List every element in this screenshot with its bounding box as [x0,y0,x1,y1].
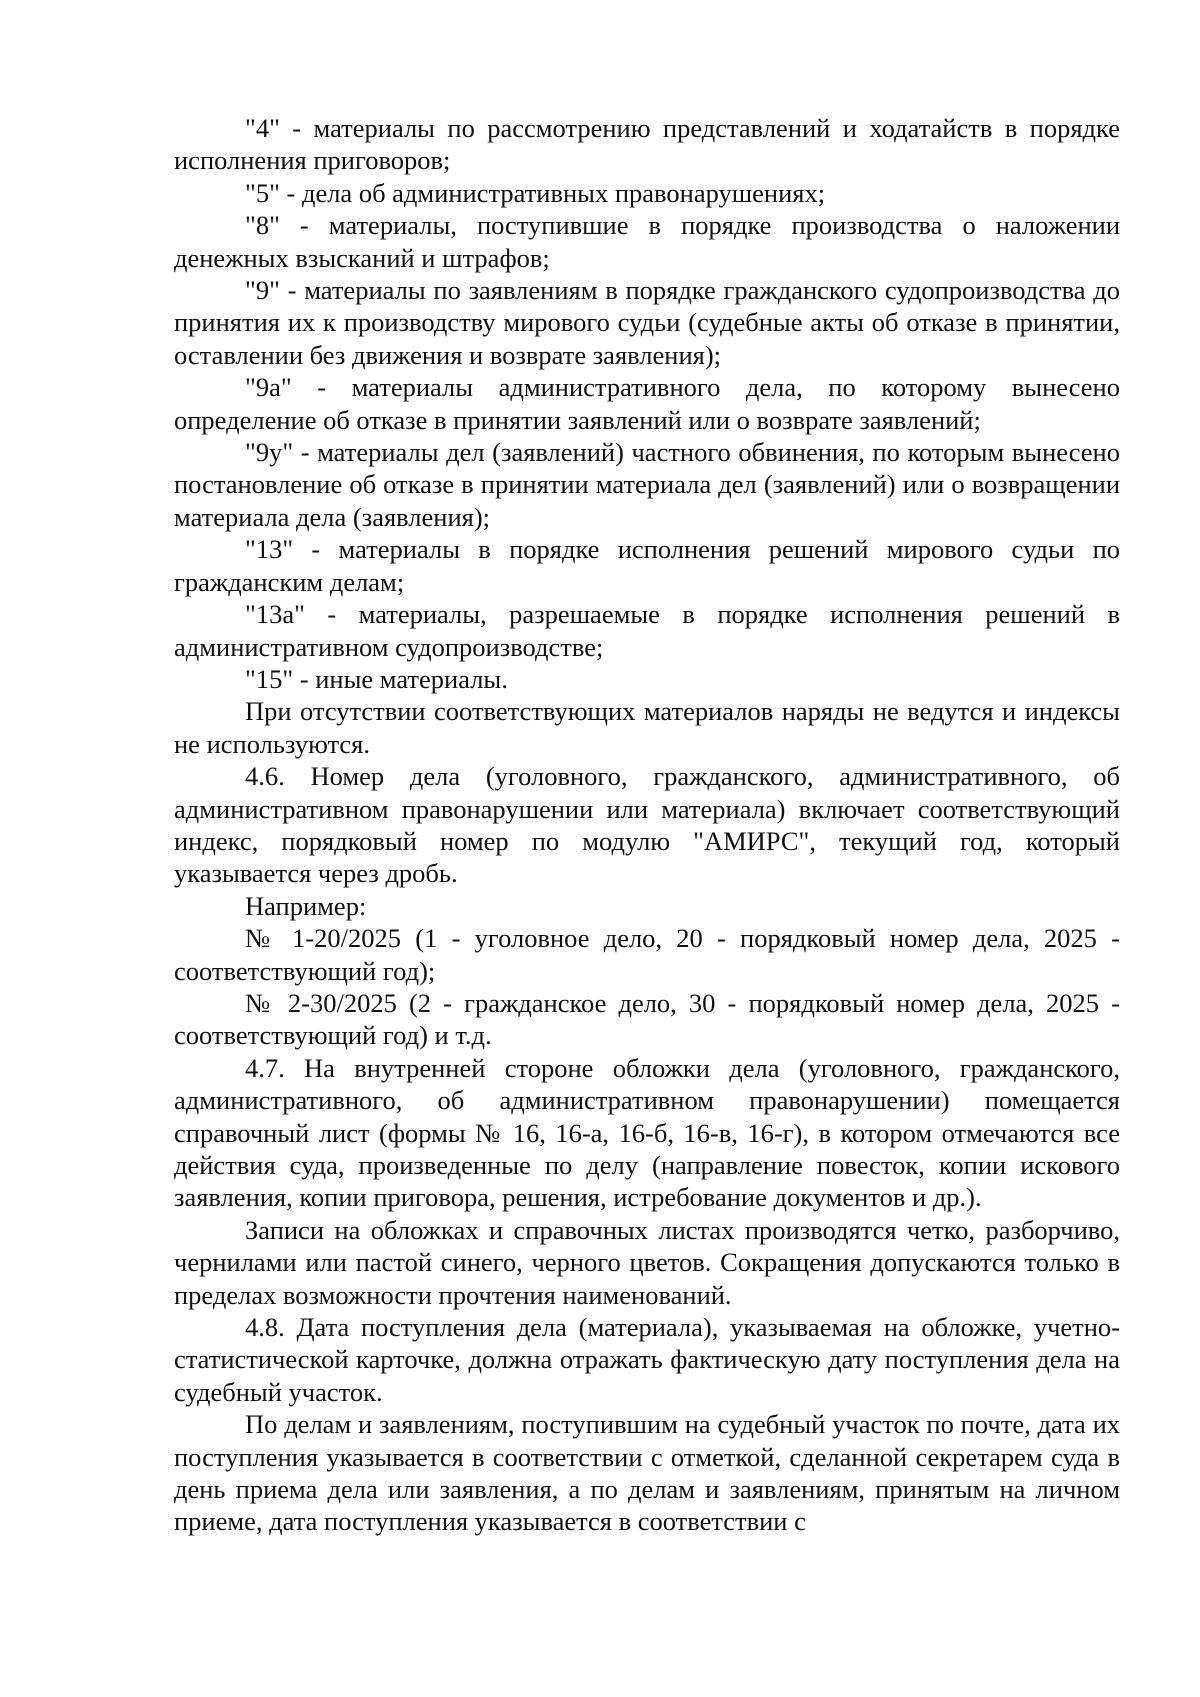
paragraph-example-heading: Например: [245,890,367,921]
paragraph-index-9: "9" - материалы по заявлениям в порядке гражданского судопроизводства до принятия их к производству мирового судьи (судебные акты об отказе в принятии, оставлении без движения и возврате заявления); [174,275,1120,370]
paragraph-postal-receipt: По делам и заявлениям, поступившим на судебный участок по почте, дата их поступления указывается в соответствии с отметкой, сделанной секретарем суда в день приема дела или заявления, а по делам и заявлениям, принятым на личном приеме, дата поступления указывается в соответствии с [174,1409,1120,1537]
paragraph-index-15: "15" - иные материалы. [245,663,508,694]
paragraph-index-5: "5" - дела об административных правонарушениях; [245,177,826,208]
paragraph-index-13a: "13а" - материалы, разрешаемые в порядке исполнения решений в административном судопроизводстве; [174,599,1120,662]
paragraph-example-civil: № 2-30/2025 (2 - гражданское дело, 30 - порядковый номер дела, 2025 - соответствующий год) и т.д. [174,987,1120,1051]
paragraph-index-9u: "9у" - материалы дел (заявлений) частного обвинения, по которым вынесено постановление об отказе в принятии материала дел (заявлений) или о возвращении материала дела (заявления); [174,437,1120,532]
paragraph-example-criminal: № 1-20/2025 (1 - уголовное дело, 20 - порядковый номер дела, 2025 - соответствующий год); [174,923,1120,986]
paragraph-section-4-6: 4.6. Номер дела (уголовного, гражданского, административного, об административном правонарушении или материала) включает соответствующий индекс, порядковый номер по модулю "АМИРС", текущий год, который указывается через дробь. [174,761,1120,889]
paragraph-section-4-8: 4.8. Дата поступления дела (материала), указываемая на обложке, учетно-статистической карточке, должна отражать фактическую дату поступления дела на судебный участок. [174,1312,1120,1407]
paragraph-index-8: "8" - материалы, поступившие в порядке производства о наложении денежных взысканий и штрафов; [174,210,1120,273]
paragraph-index-4: "4" - материалы по рассмотрению представлений и ходатайств в порядке исполнения приговоров; [174,113,1120,176]
paragraph-index-13: "13" - материалы в порядке исполнения решений мирового судьи по гражданским делам; [174,534,1120,597]
paragraph-no-materials-note: При отсутствии соответствующих материалов наряды не ведутся и индексы не используются. [174,696,1120,759]
paragraph-index-9a: "9а" - материалы административного дела, по которому вынесено определение об отказе в принятии заявлений или о возврате заявлений; [174,372,1120,435]
paragraph-records-note: Записи на обложках и справочных листах производятся четко, разборчиво, чернилами или пастой синего, черного цветов. Сокращения допускаются только в пределах возможности прочтения наименований. [174,1214,1120,1310]
paragraph-section-4-7: 4.7. На внутренней стороне обложки дела (уголовного, гражданского, административного, об административном правонарушении) помещается справочный лист (формы № 16, 16-а, 16-б, 16-в, 16-г), в котором отмечаются все действия суда, произведенные по делу (направление повесток, копии искового заявления, копии приговора, решения, истребование документов и др.). [174,1052,1120,1213]
document-page [174,112,1120,1538]
